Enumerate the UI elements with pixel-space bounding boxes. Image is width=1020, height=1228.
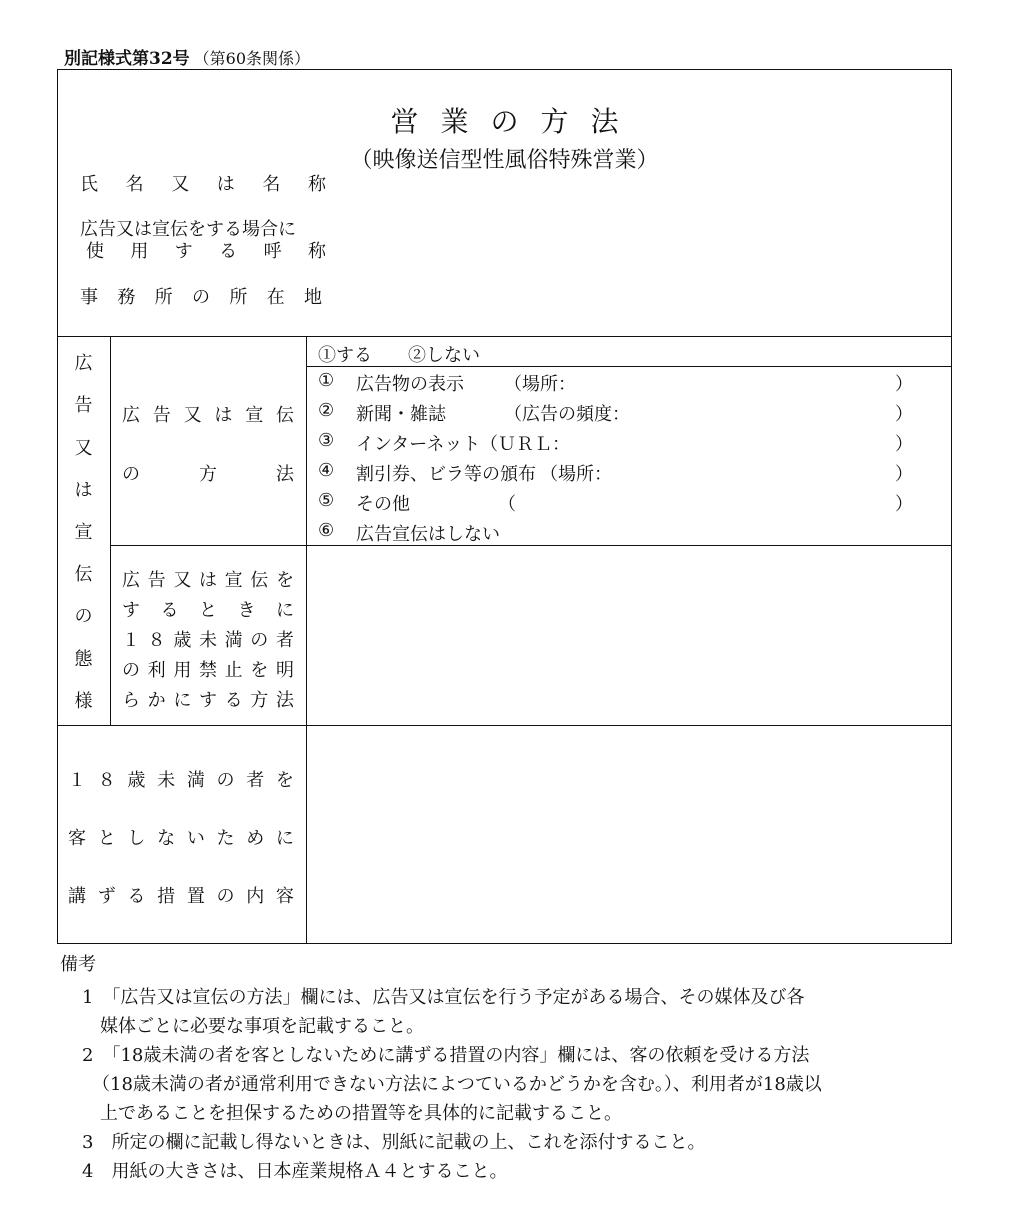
form-header	[64, 44, 310, 69]
u18-label-line2: 客 と し な い た め に	[68, 828, 294, 849]
choice-no[interactable]: ②しない	[408, 345, 480, 366]
ad-manner-label-line2: す る と き に	[122, 600, 294, 621]
note-2-line2: （18歳未満の者が通常利用できない方法によつているかどうかを含む。）、利用者が18歳以	[92, 1074, 822, 1095]
ad-method-label-line1: 広 告 又 は 宣 伝	[122, 405, 294, 426]
page-title: 営業の方法	[390, 105, 641, 138]
ad-section-vertical-label: 広 告 又 は 宣 伝 の 態 様	[74, 353, 93, 712]
note-2-line1: 2 「18歳未満の者を客としないために講ずる措置の内容」欄には、客の依頼を受ける方法	[82, 1045, 810, 1066]
ad-method-label-line2: の 方 法	[122, 464, 294, 485]
note-3: 3 所定の欄に記載し得ないときは、別紙に記載の上、これを添付すること。	[82, 1132, 706, 1153]
choice-yes[interactable]: ①する	[318, 345, 372, 366]
field-label-ad-name-line1: 広 告 又 は 宣 伝 を す る 場 合 に	[80, 219, 296, 240]
form-article: （第60条関係）	[193, 49, 311, 68]
note-4: 4 用紙の大きさは、日本産業規格Ａ４とすること。	[82, 1161, 508, 1182]
field-label-ad-name-line2: 使 用 す る 呼 称	[86, 241, 326, 262]
ad-manner-label-line1: 広 告 又 は 宣 伝 を	[122, 570, 294, 591]
field-label-name: 氏 名 又 は 名 称	[80, 174, 326, 195]
ad-manner-label-line3: １ ８ 歳 未 満 の 者	[122, 630, 294, 651]
rule-top-section	[57, 336, 952, 337]
ad-manner-label-line4: の 利 用 禁 止 を 明	[122, 660, 294, 681]
note-1-line2: 媒体ごとに必要な事項を記載すること。	[100, 1016, 424, 1037]
rule-label-column	[306, 336, 307, 944]
page-subtitle: （映像送信型性風俗特殊営業）	[350, 148, 659, 173]
rule-ad-u18	[57, 725, 952, 726]
rule-method-manner	[110, 545, 952, 546]
form-number: 別記様式第32号	[64, 49, 190, 69]
note-1-line1: 1 「広告又は宣伝の方法」欄には、広告又は宣伝を行う予定がある場合、その媒体及び各	[82, 987, 805, 1008]
ad-choice	[318, 341, 480, 367]
notes-heading: 備考	[60, 954, 96, 975]
u18-label-line3: 講 ず る 措 置 の 内 容	[68, 886, 294, 907]
rule-vertical-label	[110, 336, 111, 725]
u18-label-line1: １ ８ 歳 未 満 の 者 を	[68, 770, 294, 791]
field-label-office: 事 務 所 の 所 在 地	[80, 287, 322, 308]
ad-manner-label-line5: ら か に す る 方 法	[122, 690, 294, 711]
note-2-line3: 上であることを担保するための措置等を具体的に記載すること。	[100, 1103, 622, 1124]
